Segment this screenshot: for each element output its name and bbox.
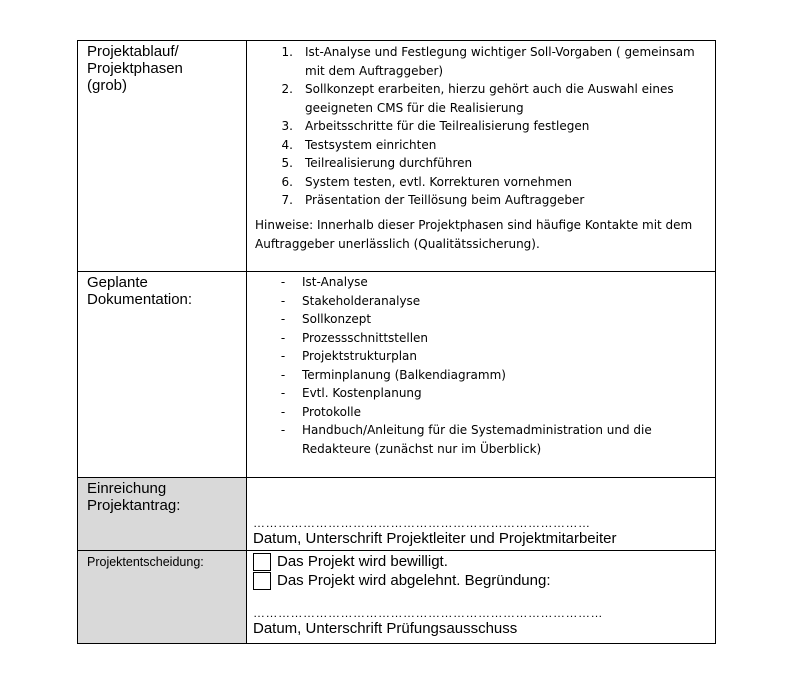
documentation-label-line: Geplante	[87, 274, 148, 291]
list-item	[247, 384, 715, 403]
item-text: Ist-Analyse und Festlegung wichtiger Soll-Vorgaben ( gemeinsam mit dem Auftraggeber)	[305, 45, 695, 78]
item-text: Teilrealisierung durchführen	[305, 156, 473, 170]
item-number: 2.	[281, 82, 293, 96]
submission-signature-space[interactable]	[247, 478, 715, 516]
item-text: Prozessschnittstellen	[302, 330, 429, 345]
documentation-list	[247, 272, 715, 458]
list-item	[247, 43, 715, 80]
list-item	[247, 80, 715, 117]
item-number: 5.	[281, 156, 293, 170]
phases-label-line: Projektphasen	[87, 60, 183, 77]
list-item	[247, 154, 715, 173]
list-item	[247, 366, 715, 385]
project-form-table	[77, 40, 716, 644]
item-text: Ist-Analyse	[302, 275, 368, 289]
phases-content	[247, 41, 716, 272]
decision-content	[247, 551, 716, 644]
list-item	[247, 117, 715, 136]
item-text: Stakeholderanalyse	[302, 293, 421, 308]
approve-option[interactable]	[247, 552, 715, 571]
dash-bullet: -	[280, 349, 286, 363]
item-number: 1.	[281, 45, 293, 59]
approve-label: Das Projekt wird bewilligt.	[277, 553, 448, 570]
dash-bullet: -	[280, 423, 286, 437]
documentation-label	[78, 272, 247, 478]
submission-label	[78, 478, 247, 551]
item-text: Terminplanung (Balkendiagramm)	[302, 367, 506, 382]
submission-label-line: Einreichung	[87, 480, 167, 497]
dash-bullet: -	[280, 275, 286, 289]
documentation-row	[78, 272, 716, 478]
item-text: Testsystem einrichten	[305, 137, 437, 152]
documentation-label-line: Dokumentation:	[87, 291, 193, 308]
list-item	[247, 273, 715, 292]
item-text: Projektstrukturplan	[302, 349, 418, 363]
phases-hint: Hinweise: Innerhalb dieser Projektphasen sind häufige Kontakte mit dem Auftraggeber unerlässlich (Qualitätssicherung).	[255, 217, 693, 251]
item-text: Sollkonzept erarbeiten, hierzu gehört auch die Auswahl eines geeigneten CMS für die Realisierung	[305, 82, 674, 115]
reject-option[interactable]	[247, 571, 715, 590]
decision-label	[78, 551, 247, 644]
dash-bullet: -	[280, 386, 286, 400]
documentation-content	[247, 272, 716, 478]
list-item	[247, 136, 715, 155]
phases-row	[78, 41, 716, 272]
phases-list	[247, 41, 715, 210]
item-number: 4.	[281, 137, 293, 152]
signature-line: ………………………………………………………………………	[253, 516, 591, 530]
item-text: Handbuch/Anleitung für die Systemadministration und die Redakteure (zunächst nur im Überblick)	[302, 423, 652, 456]
item-text: Sollkonzept	[302, 312, 372, 326]
dash-bullet: -	[280, 312, 286, 326]
signature-label: Datum, Unterschrift Projektleiter und Projektmitarbeiter	[253, 530, 617, 547]
phases-label	[78, 41, 247, 272]
item-number: 7.	[281, 193, 293, 207]
list-item	[247, 173, 715, 192]
item-text: System testen, evtl. Korrekturen vornehmen	[305, 174, 572, 189]
decision-label-text: Projektentscheidung:	[87, 555, 204, 569]
item-text: Präsentation der Teillösung beim Auftraggeber	[305, 193, 585, 207]
list-item	[247, 329, 715, 348]
decision-row	[78, 551, 716, 644]
reject-label: Das Projekt wird abgelehnt. Begründung:	[277, 572, 551, 589]
item-text: Protokolle	[302, 404, 361, 419]
list-item	[247, 347, 715, 366]
list-item	[247, 421, 715, 458]
approve-checkbox[interactable]	[253, 553, 271, 571]
list-item	[247, 292, 715, 311]
signature-line: …………………………………………………………………………	[253, 606, 603, 620]
dash-bullet: -	[280, 404, 286, 419]
submission-content	[247, 478, 716, 551]
submission-label-line: Projektantrag:	[87, 497, 181, 514]
phases-label-line: (grob)	[87, 77, 128, 94]
list-item	[247, 191, 715, 210]
reject-checkbox[interactable]	[253, 572, 271, 590]
dash-bullet: -	[280, 293, 286, 308]
item-number: 3.	[281, 119, 293, 133]
reason-space[interactable]	[247, 590, 715, 606]
item-number: 6.	[281, 174, 293, 189]
item-text: Arbeitsschritte für die Teilrealisierung festlegen	[305, 119, 590, 133]
dash-bullet: -	[280, 367, 286, 382]
signature-label: Datum, Unterschrift Prüfungsausschuss	[253, 620, 518, 637]
item-text: Evtl. Kostenplanung	[302, 386, 422, 400]
list-item	[247, 310, 715, 329]
dash-bullet: -	[280, 330, 286, 345]
list-item	[247, 403, 715, 422]
phases-label-line: Projektablauf/	[87, 43, 179, 60]
submission-row	[78, 478, 716, 551]
